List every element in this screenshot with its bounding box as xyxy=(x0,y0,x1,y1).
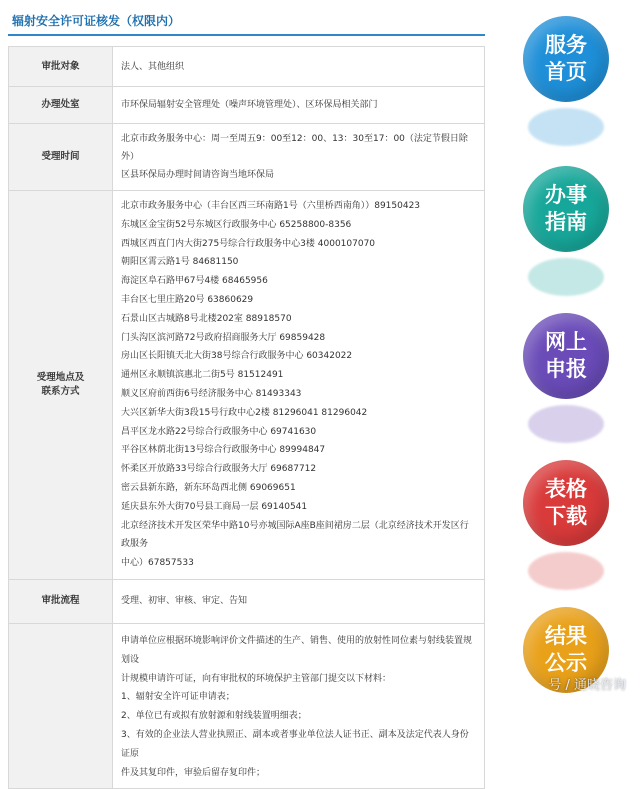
row-label-materials xyxy=(9,623,113,788)
material-line: 计规模申请许可证，向有审批权的环境保护主管部门提交以下材料： xyxy=(121,673,392,684)
row-value-locations xyxy=(113,191,485,580)
row-label-process: 审批流程 xyxy=(9,579,113,623)
row-label-time: 受理时间 xyxy=(9,124,113,191)
page-title: 辐射安全许可证核发（权限内） xyxy=(12,14,181,28)
location-line: 大兴区新华大街3段15号行政中心2楼 81296041 81296042 xyxy=(121,407,368,418)
location-line: 海淀区阜石路甲67号4楼 68465956 xyxy=(121,276,268,287)
table-row xyxy=(9,623,485,788)
row-value-time xyxy=(113,124,485,191)
table-row xyxy=(9,87,485,124)
location-line: 北京经济技术开发区荣华中路10号亦城国际A座B座间裙房二层（北京经济技术开发区行政服务 xyxy=(121,520,469,550)
location-line: 怀柔区开放路33号综合行政服务大厅 69687712 xyxy=(121,464,317,475)
table-row xyxy=(9,579,485,623)
location-line: 通州区永顺镇滨惠北二街5号 81512491 xyxy=(121,370,284,381)
location-line: 门头沟区滨河路72号政府招商服务大厅 69859428 xyxy=(121,332,326,343)
row-value-target: 法人、其他组织 xyxy=(113,47,485,87)
material-line: 申请单位应根据环境影响评价文件描述的生产、销售、使用的放射性同位素与射线装置规划设 xyxy=(121,635,473,665)
location-line: 朝阳区霄云路1号 84681150 xyxy=(121,257,239,268)
material-line: 3、有效的企业法人营业执照正、副本或者事业单位法人证书正、副本及法定代表人身份证原 xyxy=(121,729,469,759)
reflection xyxy=(528,108,604,146)
location-line: 房山区长阳镇天北大街38号综合行政服务中心 60342022 xyxy=(121,351,353,362)
table-row xyxy=(9,191,485,580)
location-line: 昌平区龙水路22号综合行政服务中心 69741630 xyxy=(121,426,317,437)
button-label: 申报 xyxy=(545,357,587,381)
info-table xyxy=(8,46,485,789)
button-label: 办事 xyxy=(545,183,587,207)
location-line: 石景山区古城路8号北楼202室 88918570 xyxy=(121,313,292,324)
location-line: 顺义区府前西街6号经济服务中心 81493343 xyxy=(121,388,302,399)
reflection xyxy=(528,552,604,590)
service-home-button[interactable] xyxy=(523,16,609,102)
row-value-materials xyxy=(113,623,485,788)
row-value-process: 受理、初审、审核、审定、告知 xyxy=(113,579,485,623)
label-line: 联系方式 xyxy=(41,385,80,397)
material-line: 件及其复印件，审验后留存复印件； xyxy=(121,767,266,778)
online-apply-button[interactable] xyxy=(523,313,609,399)
reflection xyxy=(528,405,604,443)
button-label: 网上 xyxy=(545,330,587,354)
button-label: 服务 xyxy=(545,33,587,57)
row-label-locations xyxy=(9,191,113,580)
button-label: 首页 xyxy=(545,60,587,84)
form-download-button[interactable] xyxy=(523,460,609,546)
location-line: 北京市政务服务中心（丰台区西三环南路1号（六里桥西南角））89150423 xyxy=(121,201,421,211)
location-line: 中心）67857533 xyxy=(121,558,194,569)
location-line: 延庆县东外大街70号县工商局一层 69140541 xyxy=(121,501,308,512)
material-line: 2、单位已有或拟有放射源和射线装置明细表； xyxy=(121,711,307,722)
guide-button[interactable] xyxy=(523,166,609,252)
row-value-office: 市环保局辐射安全管理处（噪声环境管理处）、区环保局相关部门 xyxy=(113,87,485,124)
location-line: 平谷区林荫北街13号综合行政服务中心 89994847 xyxy=(121,445,326,456)
location-line: 西城区西直门内大街275号综合行政服务中心3楼 4000107070 xyxy=(121,238,376,249)
location-line: 密云县新东路，新东环岛西北侧 69069651 xyxy=(121,482,296,493)
material-line: 1、辐射安全许可证申请表； xyxy=(121,692,235,703)
button-label: 下载 xyxy=(545,504,587,528)
time-line: 区县环保局办理时间请咨询当地环保局 xyxy=(121,170,275,180)
location-line: 东城区金宝街52号东城区行政服务中心 65258800-8356 xyxy=(121,219,352,230)
time-line: 北京市政务服务中心：周一至周五9：00至12：00、13：30至17：00（法定节假日除外） xyxy=(121,134,468,162)
table-row xyxy=(9,124,485,191)
page-header xyxy=(8,8,485,36)
watermark: 号 / 通晓咨询 xyxy=(548,678,626,693)
button-label: 公示 xyxy=(545,651,587,675)
reflection xyxy=(528,258,604,296)
button-label: 表格 xyxy=(545,477,587,501)
row-label-office: 办理处室 xyxy=(9,87,113,124)
location-line: 丰台区七里庄路20号 63860629 xyxy=(121,294,254,305)
table-row xyxy=(9,47,485,87)
button-label: 结果 xyxy=(545,624,587,648)
label-line: 受理地点及 xyxy=(36,371,85,383)
button-label: 指南 xyxy=(545,210,587,234)
row-label-target: 审批对象 xyxy=(9,47,113,87)
